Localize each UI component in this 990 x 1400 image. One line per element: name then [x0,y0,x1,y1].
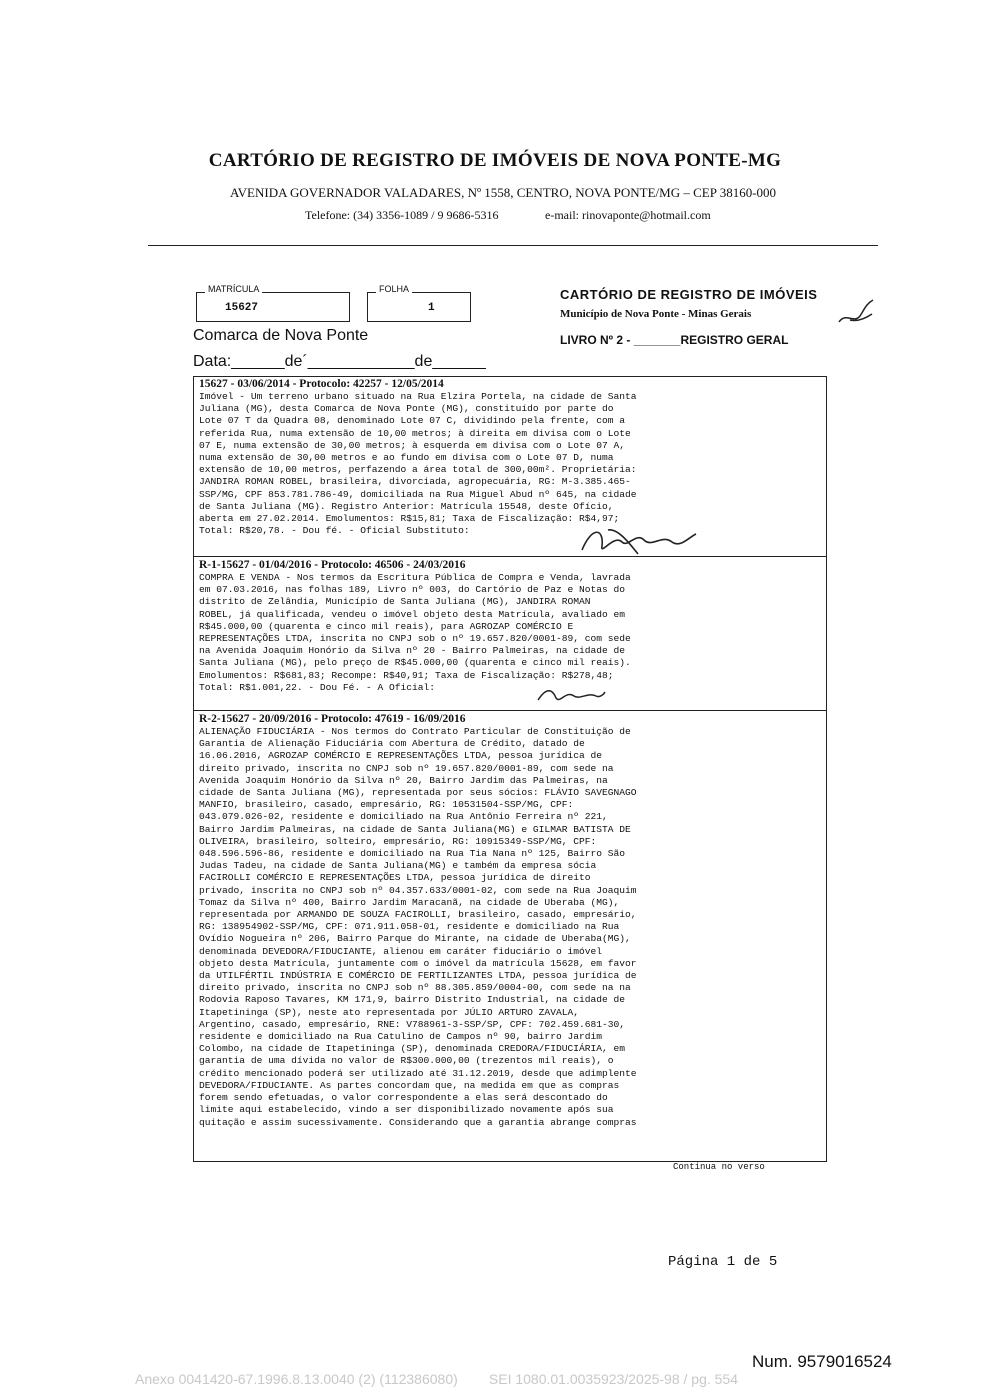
municipality: Município de Nova Ponte - Minas Gerais [560,308,752,320]
matricula-box [196,284,350,322]
registry-title: CARTÓRIO DE REGISTRO DE IMÓVEIS DE NOVA PONTE-MG [208,150,782,171]
entry-heading: 15627 - 03/06/2014 - Protocolo: 42257 - 12/05/2014 [199,378,444,390]
entries-top-rule [194,376,826,377]
folha-box [367,284,471,322]
entry-text: COMPRA E VENDA - Nos termos da Escritura Pública de Compra e Venda, lavrada em 07.03.2016, nas folhas 189, Livro nº 003, do Cartório de Paz e Notas do distrito de Zelândia, Município de Santa Juliana (MG), JANDIRA ROMAN ROBEL, já qualificada, vendeu o imóvel objeto desta Matrícula, avaliado em R$45.000,00 (quarenta e cinco mil reais), para AGROZAP COMÉRCIO E REPRESENTAÇÕES LTDA, inscrita no CNPJ sob o nº 19.657.820/0001-89, com sede na Avenida Joaquim Honório da Silva nº 20 - Bairro Palmeiras, na cidade de Santa Juliana (MG), pelo preço de R$45.000,00 (quarenta e cinco mil reais). Emolumentos: R$681,83; Recompe: R$40,91; Taxa de Fiscalização: R$278,48; Total: R$1.001,22. - Dou Fé. - A Oficial: [199,572,631,693]
entry-heading: R-1-15627 - 01/04/2016 - Protocolo: 46506 - 24/03/2016 [199,559,466,571]
page-number: Página 1 de 5 [668,1254,778,1270]
registry-email: e-mail: rinovaponte@hotmail.com [545,208,711,222]
registry-entries [193,376,827,1162]
entry-heading: R-2-15627 - 20/09/2016 - Protocolo: 47619 - 16/09/2016 [199,713,466,725]
registry-address: AVENIDA GOVERNADOR VALADARES, Nº 1558, CENTRO, NOVA PONTE/MG – CEP 38160-000 [229,185,777,200]
folha-label: FOLHA [376,284,412,294]
continued-note: Continua no verso [673,1162,765,1172]
registry-box-title: CARTÓRIO DE REGISTRO DE IMÓVEIS [560,287,818,302]
initials-signature [836,298,876,328]
entry-divider [194,710,826,711]
folha-value: 1 [428,302,435,314]
comarca: Comarca de Nova Ponte [193,327,369,344]
officer-signature [536,684,606,706]
entry-divider [194,556,826,557]
book-label: LIVRO Nº 2 - _______REGISTRO GERAL [560,333,789,347]
document-number: Num. 9579016524 [752,1352,892,1371]
registry-phone: Telefone: (34) 3356-1089 / 9 9686-5316 [305,208,499,222]
header-divider [148,245,878,246]
officer-signature [578,524,698,558]
annex-watermark: Anexo 0041420-67.1996.8.13.0040 (2) (112386080) SEI 1080.01.0035923/2025-98 / pg. 554 [135,1371,738,1387]
date-line: Data:______de´____________de______ [193,353,486,370]
matricula-value: 15627 [225,302,259,314]
matricula-label: MATRÍCULA [205,284,262,294]
entry-text: ALIENAÇÃO FIDUCIÁRIA - Nos termos do Contrato Particular de Constituição de Garantia de Alienação Fiduciária com Abertura de Crédito, datado de 16.06.2016, AGROZAP COMÉRCIO E REPRESENTAÇÕES LTDA, pessoa jurídica de direito privado, inscrita no CNPJ sob nº 19.657.820/0001-89, com sede na Avenida Joaquim Honório da Silva nº 20, Bairro Jardim das Palmeiras, na cidade de Santa Juliana (MG), representada por seus sócios: FLÁVIO SAVEGNAGO MANFIO, brasileiro, casado, empresário, RG: 10531504-SSP/MG, CPF: 043.079.026-02, residente e domiciliado na Rua Antônio Ferreira nº 221, Bairro Jardim Palmeiras, na cidade de Santa Juliana(MG) e GILMAR BATISTA DE OLIVEIRA, brasileiro, solteiro, empresário, RG: 10915349-SSP/MG, CPF: 048.596.596-86, residente e domiciliado na Rua Tia Nana nº 125, Bairro São Judas Tadeu, na cidade de Santa Juliana(MG) e também da empresa sócia FACIROLLI COMÉRCIO E REPRESENTAÇÕES LTDA, pessoa jurídica de direito privado, inscrita no CNPJ sob nº 04.357.633/0001-02, com sede na Rua Joaquim Tomaz da Silva nº 400, Bairro Jardim Maracanã, na cidade de Uberaba (MG), representada por ARMANDO DE SOUZA FACIROLLI, brasileiro, casado, empresário, RG: 138954902-SSP/MG, CPF: 071.911.058-01, residente e domiciliado na Rua Ovídio Nogueira nº 206, Bairro Parque do Mirante, na cidade de Uberaba(MG), denominada DEVEDORA/FIDUCIANTE, alienou em caráter fiduciário o imóvel objeto desta Matrícula, juntamente com o imóvel da matrícula 15628, em favor da UTILFÉRTIL INDÚSTRIA E COMÉRCIO DE FERTILIZANTES LTDA, pessoa jurídica de direito privado, inscrita no CNPJ sob nº 88.305.859/0004-00, com sede na na Rodovia Raposo Tavares, KM 171,9, bairro Distrito Industrial, na cidade de Itapetininga (SP), neste ato representada por JÚLIO ARTURO ZAVALA, Argentino, casado, empresário, RNE: V788961-3-SSP/SP, CPF: 702.459.681-30, residente e domiciliado na Rua Catulino de Campos nº 90, bairro Jardim Colombo, na cidade de Itapetininga (SP), denominada CREDORA/FIDUCIÁRIA, em garantia de uma dívida no valor de R$300.000,00 (trezentos mil reais), o crédito mencionado poderá ser utilizado até 31.12.2019, desde que adimplente DEVEDORA/FIDUCIANTE. As partes concordam que, na medida em que as compras forem sendo efetuadas, o valor correspondente a elas será descontado do limite aqui estabelecido, vindo a ser disponibilizado novamente após sua quitação e assim sucessivamente. Considerando que a garantia abrange compras [199,726,637,1128]
entry-text: Imóvel - Um terreno urbano situado na Rua Elzira Portela, na cidade de Santa Juliana (MG), desta Comarca de Nova Ponte (MG), constituído por parte do Lote 07 T da Quadra 08, denominado Lote 07 C, dividindo pela frente, com a referida Rua, numa extensão de 10,00 metros; à direita em divisa com o Lote 07 E, numa extensão de 30,00 metros; à esquerda em divisa com o Lote 07 A, numa extensão de 30,00 metros e ao fundo em divisa com o Lote 07 D, numa extensão de 10,00 metros, perfazendo a área total de 300,00m². Proprietária: JANDIRA ROMAN ROBEL, brasileira, divorciada, agropecuária, RG: M-3.385.465- SSP/MG, CPF 853.781.786-49, domiciliada na Rua Miguel Abud nº 645, na cidade de Santa Juliana (MG). Registro Anterior: Matrícula 15548, deste Ofício, aberta em 27.02.2014. Emolumentos: R$15,81; Taxa de Fiscalização: R$4,97; Total: R$20,78. - Dou fé. - Oficial Substituto: [199,391,637,537]
